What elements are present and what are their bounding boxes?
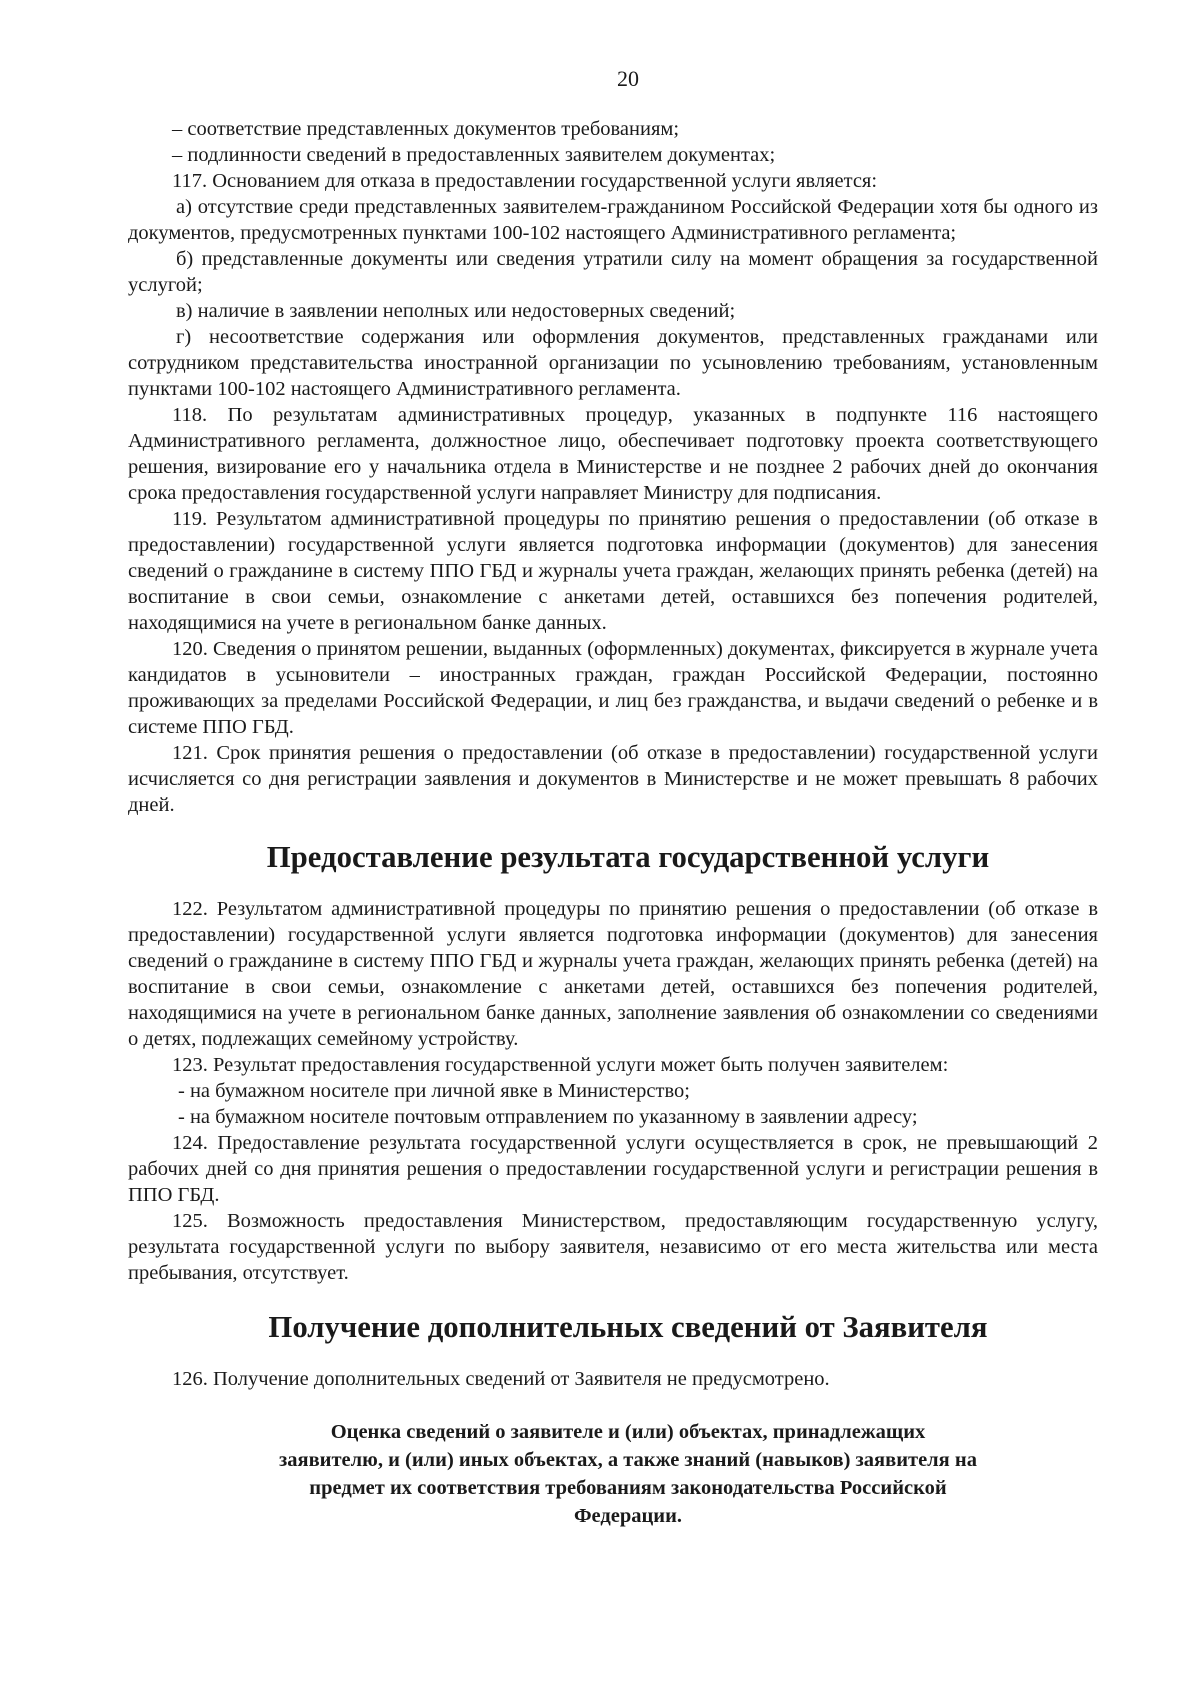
heading-line: Оценка сведений о заявителе и (или) объектах, принадлежащих [330, 1421, 926, 1443]
paragraph-117-a: а) отсутствие среди представленных заявителем-гражданином Российской Федерации хотя бы одного из документов, предусмотренных пунктами 100-102 настоящего Административного регламента; [128, 196, 1098, 244]
heading-line: заявителю, и (или) иных объектах, а также знаний (навыков) заявителя на [279, 1449, 977, 1471]
section-heading-result: Предоставление результата государственной услуги [266, 840, 990, 874]
heading-line: предмет их соответствия требованиям законодательства Российской [309, 1477, 947, 1499]
paragraph-119: 119. Результатом административной процедуры по принятию решения о предоставлении (об отказе в предоставлении) государственной услуги является подготовка информации (документов) для занесения сведений о гражданине в систему ППО ГБД и журналы учета граждан, желающих принять ребенка (детей) на воспитание в свои семьи, ознакомление с анкетами детей, оставшихся без попечения родителей, находящимися на учете в региональном банке данных. [128, 508, 1098, 634]
paragraph-124: 124. Предоставление результата государственной услуги осуществляется в срок, не превышающий 2 рабочих дней со дня принятия решения о предоставлении государственной услуги и регистрации решения в ППО ГБД. [128, 1132, 1098, 1206]
paragraph-117: 117. Основанием для отказа в предоставлении государственной услуги является: [172, 170, 878, 192]
paragraph-117-b: б) представленные документы или сведения утратили силу на момент обращения за государственной услугой; [128, 248, 1098, 296]
paragraph-120: 120. Сведения о принятом решении, выданных (оформленных) документах, фиксируется в журнале учета кандидатов в усыновители – иностранных граждан, граждан Российской Федерации, постоянно проживающих за пределами Российской Федерации, и лиц без гражданства, и выдачи сведений о ребенке и в системе ППО ГБД. [128, 638, 1098, 738]
page-number: 20 [617, 66, 639, 91]
list-item: - на бумажном носителе при личной явке в Министерство; [178, 1080, 690, 1102]
list-item: - на бумажном носителе почтовым отправлением по указанному в заявлении адресу; [178, 1106, 918, 1128]
paragraph-117-g: г) несоответствие содержания или оформления документов, представленных гражданами или сотрудником представительства иностранной организации по усыновлению требованиям, установленным пунктами 100-102 настоящего Административного регламента. [128, 326, 1098, 400]
section-heading-assessment [128, 1418, 1098, 1530]
paragraph-125: 125. Возможность предоставления Министерством, предоставляющим государственную услугу, результата государственной услуги по выбору заявителя, независимо от его места жительства или места пребывания, отсутствует. [128, 1210, 1098, 1284]
list-item: – подлинности сведений в предоставленных заявителем документах; [172, 144, 776, 166]
paragraph-118: 118. По результатам административных процедур, указанных в подпункте 116 настоящего Административного регламента, должностное лицо, обеспечивает подготовку проекта соответствующего решения, визирование его у начальника отдела в Министерстве и не позднее 2 рабочих дней до окончания срока предоставления государственной услуги направляет Министру для подписания. [128, 404, 1098, 504]
paragraph-122: 122. Результатом административной процедуры по принятию решения о предоставлении (об отказе в предоставлении) государственной услуги является подготовка информации (документов) для занесения сведений о гражданине в систему ППО ГБД и журналы учета граждан, желающих принять ребенка (детей) на воспитание в свои семьи, ознакомление с анкетами детей, оставшихся без попечения родителей, находящимися на учете в региональном банке данных, заполнение заявления об ознакомлении со сведениями о детях, подлежащих семейному устройству. [128, 898, 1098, 1050]
paragraph-126: 126. Получение дополнительных сведений от Заявителя не предусмотрено. [172, 1368, 830, 1390]
paragraph-117-v: в) наличие в заявлении неполных или недостоверных сведений; [176, 300, 736, 322]
paragraph-123: 123. Результат предоставления государственной услуги может быть получен заявителем: [172, 1054, 949, 1076]
list-item: – соответствие представленных документов требованиям; [172, 118, 680, 140]
section-heading-additional-info: Получение дополнительных сведений от Заявителя [268, 1310, 988, 1344]
heading-line: Федерации. [573, 1505, 683, 1527]
paragraph-121: 121. Срок принятия решения о предоставлении (об отказе в предоставлении) государственной услуги исчисляется со дня регистрации заявления и документов в Министерстве и не может превышать 8 рабочих дней. [128, 742, 1098, 816]
